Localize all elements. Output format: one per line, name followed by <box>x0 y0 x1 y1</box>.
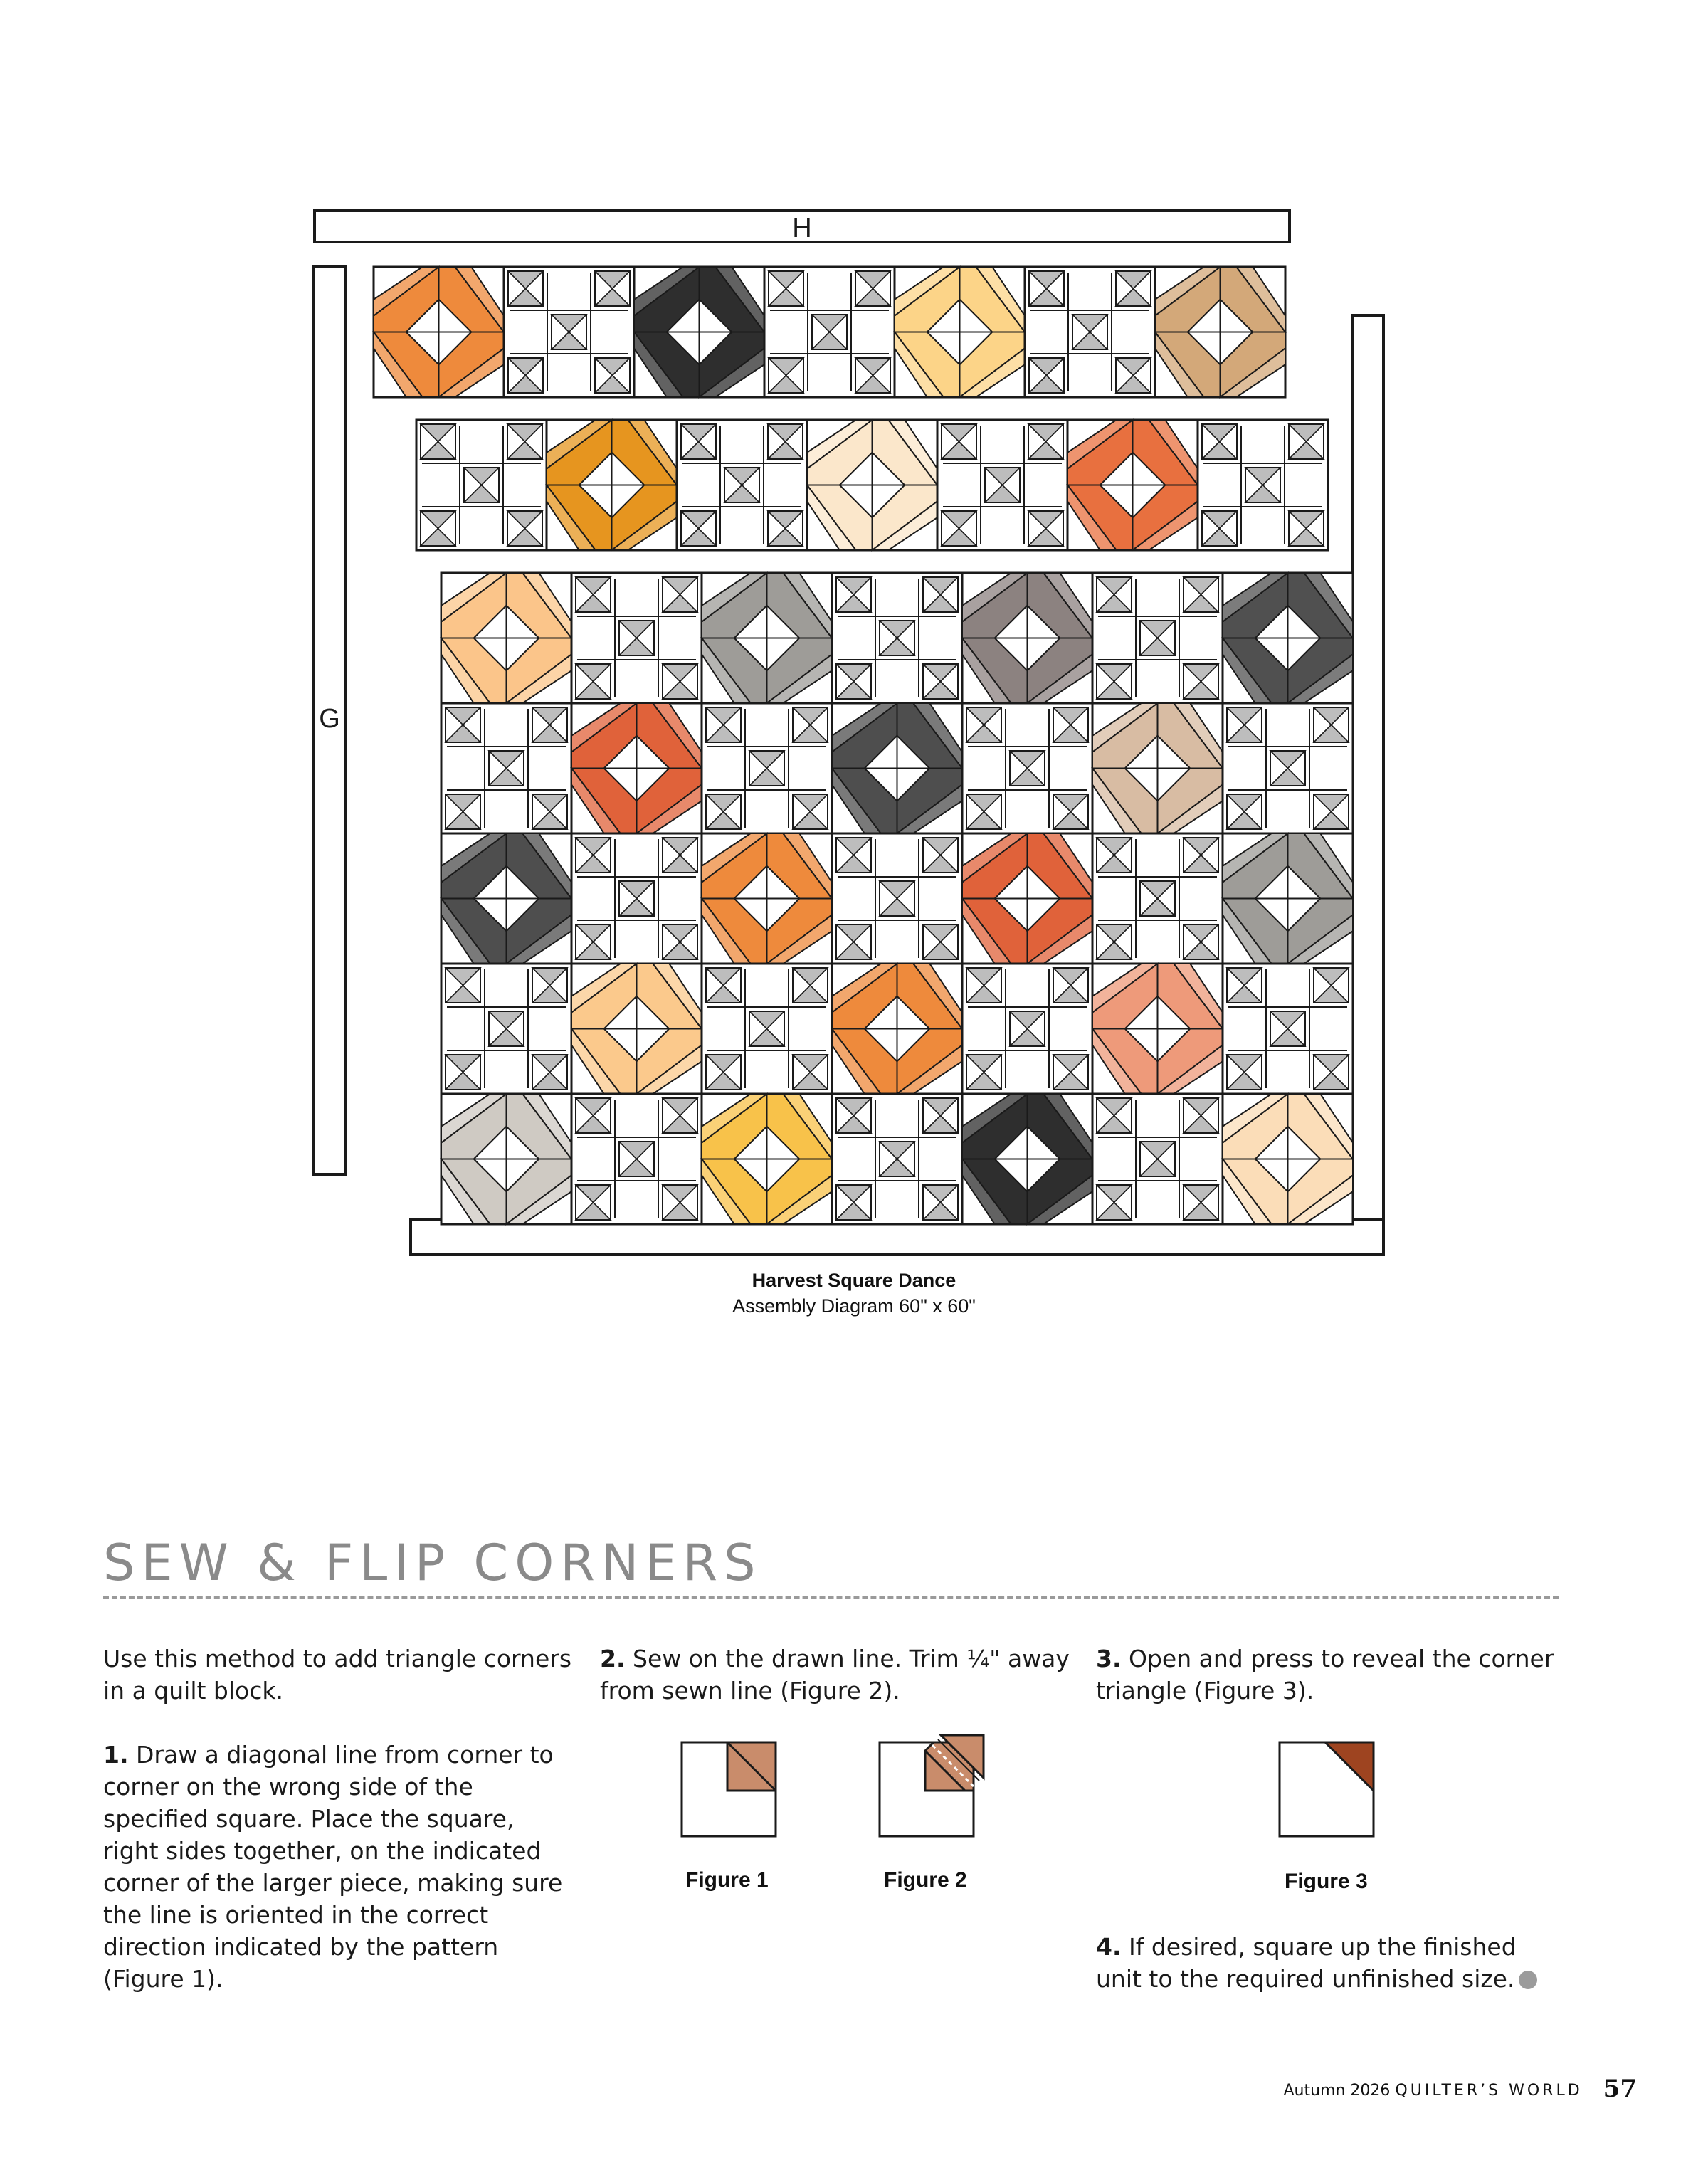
block-star-r7-c2 <box>571 1094 702 1224</box>
block-star-r5-c2 <box>571 833 702 964</box>
step-4-number: 4. <box>1096 1933 1122 1961</box>
label-g: G <box>319 704 340 734</box>
instructions-column-3 <box>1096 1643 1566 1739</box>
block-pinwheel-r7-c7 <box>1223 1094 1353 1224</box>
figure-2-illustration <box>874 1729 995 1843</box>
block-pinwheel-r7-c5 <box>962 1094 1092 1224</box>
step-4-text: If desired, square up the finished unit to the required unfinished size. <box>1096 1933 1517 1993</box>
figure-3-illustration <box>1274 1737 1381 1843</box>
instructions-column-1 <box>103 1643 573 2027</box>
section-title: SEW & FLIP CORNERS <box>103 1534 762 1592</box>
label-h: H <box>792 214 812 243</box>
figure-2-label: Figure 2 <box>884 1868 967 1892</box>
block-star-r2-c5 <box>937 420 1068 550</box>
step-2-text: Sew on the drawn line. Trim ¼" away from sewn line (Figure 2). <box>600 1645 1070 1705</box>
block-pinwheel-r6-c2 <box>571 964 702 1094</box>
block-pinwheel-r3-c7 <box>1223 573 1353 703</box>
footer-issue: Autumn 2026 <box>1283 2082 1391 2100</box>
block-star-r5-c6 <box>1092 833 1223 964</box>
block-pinwheel-r5-c5 <box>962 833 1092 964</box>
block-star-r3-c4 <box>832 573 962 703</box>
block-star-r6-c3 <box>702 964 832 1094</box>
block-star-r7-c6 <box>1092 1094 1223 1224</box>
step-3-number: 3. <box>1096 1645 1122 1672</box>
block-star-r3-c2 <box>571 573 702 703</box>
step-2 <box>600 1643 1070 1707</box>
block-star-r1-c4 <box>764 267 895 397</box>
block-star-r4-c5 <box>962 703 1092 833</box>
block-star-r5-c4 <box>832 833 962 964</box>
block-pinwheel-r1-c3 <box>634 267 764 397</box>
block-pinwheel-r1-c5 <box>895 267 1025 397</box>
block-pinwheel-r2-c4 <box>807 420 937 550</box>
block-star-r6-c1 <box>441 964 571 1094</box>
block-pinwheel-r6-c6 <box>1092 964 1223 1094</box>
diagram-title: Harvest Square Dance <box>752 1270 956 1291</box>
block-star-r1-c6 <box>1025 267 1155 397</box>
block-pinwheel-r4-c6 <box>1092 703 1223 833</box>
block-star-r1-c2 <box>504 267 634 397</box>
border-strip-right <box>1352 315 1383 1219</box>
step-2-number: 2. <box>600 1645 626 1672</box>
page-footer <box>1283 2075 1637 2103</box>
block-pinwheel-r7-c3 <box>702 1094 832 1224</box>
block-pinwheel-r5-c7 <box>1223 833 1353 964</box>
block-pinwheel-r4-c2 <box>571 703 702 833</box>
dashed-divider <box>103 1596 1559 1599</box>
block-star-r4-c3 <box>702 703 832 833</box>
block-star-r6-c7 <box>1223 964 1353 1094</box>
block-pinwheel-r1-c1 <box>374 267 504 397</box>
block-pinwheel-r3-c1 <box>441 573 571 703</box>
block-star-r2-c7 <box>1198 420 1328 550</box>
block-pinwheel-r1-c7 <box>1155 267 1285 397</box>
step-1-text: Draw a diagonal line from corner to corner on the wrong side of the specified square. Place the square, right sides together, on the indicated corner of the larger piece, making sure the line is oriented in the correct direction indicated by the pattern (Figure 1). <box>103 1741 563 1993</box>
block-pinwheel-r2-c2 <box>547 420 677 550</box>
step-1-number: 1. <box>103 1741 129 1769</box>
block-star-r6-c5 <box>962 964 1092 1094</box>
instructions-column-2 <box>600 1643 1070 1739</box>
block-star-r2-c1 <box>416 420 547 550</box>
block-pinwheel-r6-c4 <box>832 964 962 1094</box>
step-4 <box>1096 1931 1566 1995</box>
intro-text: Use this method to add triangle corners in a quilt block. <box>103 1645 572 1705</box>
block-pinwheel-r4-c4 <box>832 703 962 833</box>
step-3-text: Open and press to reveal the corner triangle (Figure 3). <box>1096 1645 1554 1705</box>
page-number: 57 <box>1603 2075 1637 2103</box>
block-pinwheel-r3-c3 <box>702 573 832 703</box>
diagram-subtitle: Assembly Diagram 60" x 60" <box>732 1295 976 1317</box>
footer-magazine: QUILTER’S WORLD <box>1395 2082 1583 2100</box>
block-pinwheel-r5-c3 <box>702 833 832 964</box>
block-pinwheel-r3-c5 <box>962 573 1092 703</box>
block-star-r2-c3 <box>677 420 807 550</box>
step-1 <box>103 1739 573 1995</box>
block-star-r4-c7 <box>1223 703 1353 833</box>
figure-1-illustration <box>676 1737 783 1843</box>
block-pinwheel-r2-c6 <box>1068 420 1198 550</box>
figure-1-label: Figure 1 <box>685 1868 769 1892</box>
block-star-r4-c1 <box>441 703 571 833</box>
step-3 <box>1096 1643 1566 1707</box>
block-star-r3-c6 <box>1092 573 1223 703</box>
block-pinwheel-r7-c1 <box>441 1094 571 1224</box>
block-star-r7-c4 <box>832 1094 962 1224</box>
block-pinwheel-r5-c1 <box>441 833 571 964</box>
end-mark-icon <box>1519 1971 1537 1989</box>
figure-3-label: Figure 3 <box>1285 1870 1368 1893</box>
